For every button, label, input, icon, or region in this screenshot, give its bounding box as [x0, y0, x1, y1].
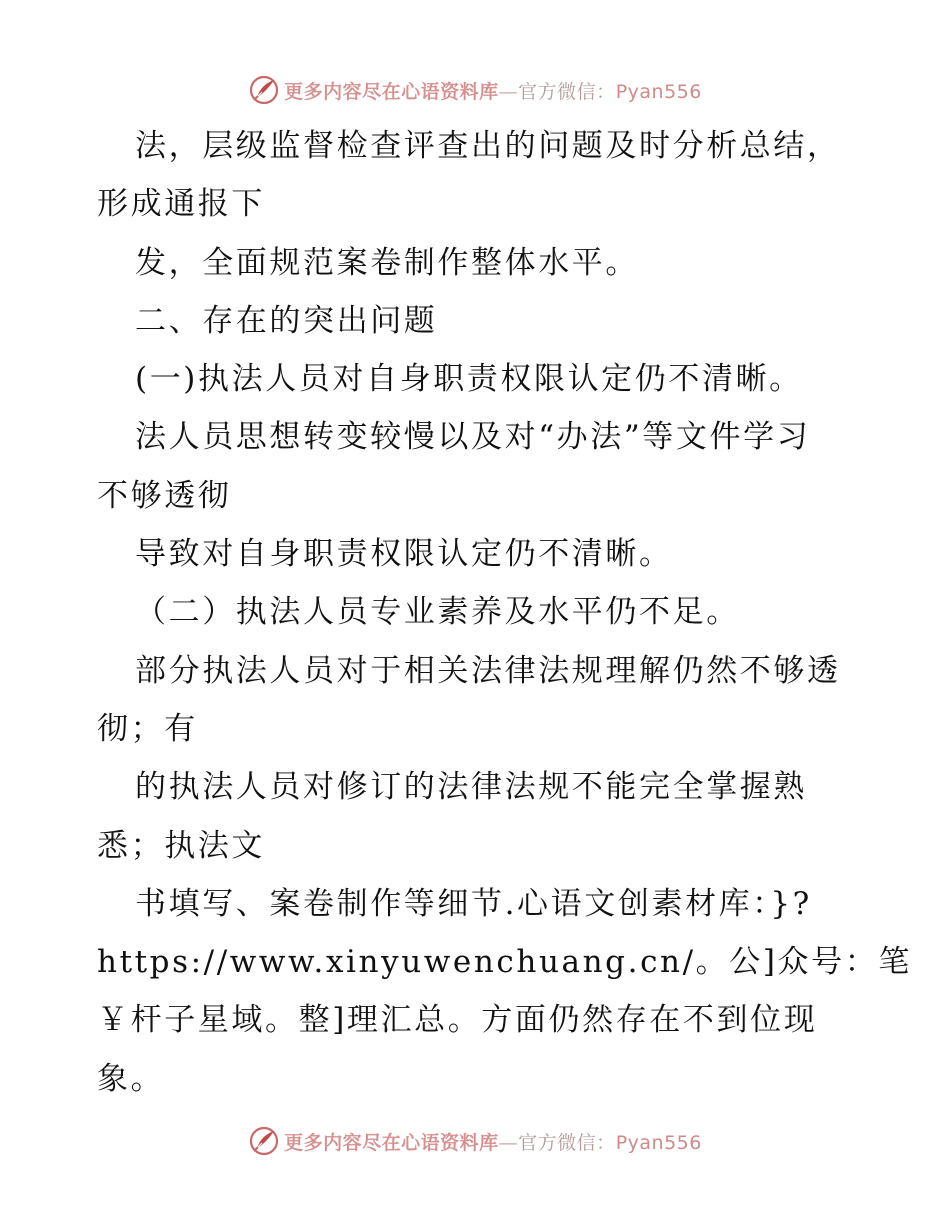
text-line: 象。: [97, 1060, 165, 1097]
watermark-sub: 官方微信：: [518, 1131, 616, 1154]
text-line: 悉；执法文: [97, 827, 265, 864]
text-line: 法，层级监督检查评查出的问题及时分析总结，: [135, 128, 841, 164]
text-line: 不够透彻: [97, 477, 232, 514]
text-line: 形成通报下: [97, 186, 265, 223]
watermark-separator: —: [498, 1131, 519, 1154]
footer-watermark: [0, 1121, 950, 1161]
watermark-main: 更多内容尽在心语资料库: [284, 80, 499, 103]
watermark-text: [284, 1128, 702, 1155]
text-line: 部分执法人员对于相关法律法规理解仍然不够透: [135, 652, 841, 689]
text-line: 彻；有: [97, 710, 198, 747]
watermark-group: [248, 1125, 702, 1157]
quill-logo-icon: [248, 1125, 280, 1157]
text-line: 导致对自身职责权限认定仍不清晰。: [135, 536, 673, 573]
text-line: (一)执法人员对自身职责权限认定仍不清晰。: [135, 361, 803, 398]
header-watermark: [0, 70, 950, 110]
text-line: https://www.xinyuwenchuang.cn/。公]众号：笔: [97, 944, 912, 981]
quill-logo-icon: [248, 74, 280, 106]
text-line: 的执法人员对修订的法律法规不能完全掌握熟: [135, 769, 807, 806]
watermark-sub: 官方微信：: [518, 80, 616, 103]
watermark-group: [248, 74, 702, 106]
watermark-id: Pyan556: [615, 80, 702, 103]
text-line: （二）执法人员专业素养及水平仍不足。: [135, 594, 740, 631]
text-line: 法人员思想转变较慢以及对“办法”等文件学习: [135, 419, 811, 456]
watermark-main: 更多内容尽在心语资料库: [284, 1131, 499, 1154]
text-line: 书填写、案卷制作等细节.心语文创素材库：}?: [135, 885, 812, 922]
text-line: 二、存在的突出问题: [135, 302, 438, 339]
watermark-id: Pyan556: [615, 1131, 702, 1154]
watermark-text: [284, 77, 702, 104]
text-line: 发，全面规范案卷制作整体水平。: [135, 244, 639, 281]
document-body: [97, 117, 912, 1108]
text-line: ￥杆子星域。整]理汇总。方面仍然存在不到位现: [97, 1002, 818, 1039]
watermark-separator: —: [498, 80, 519, 103]
